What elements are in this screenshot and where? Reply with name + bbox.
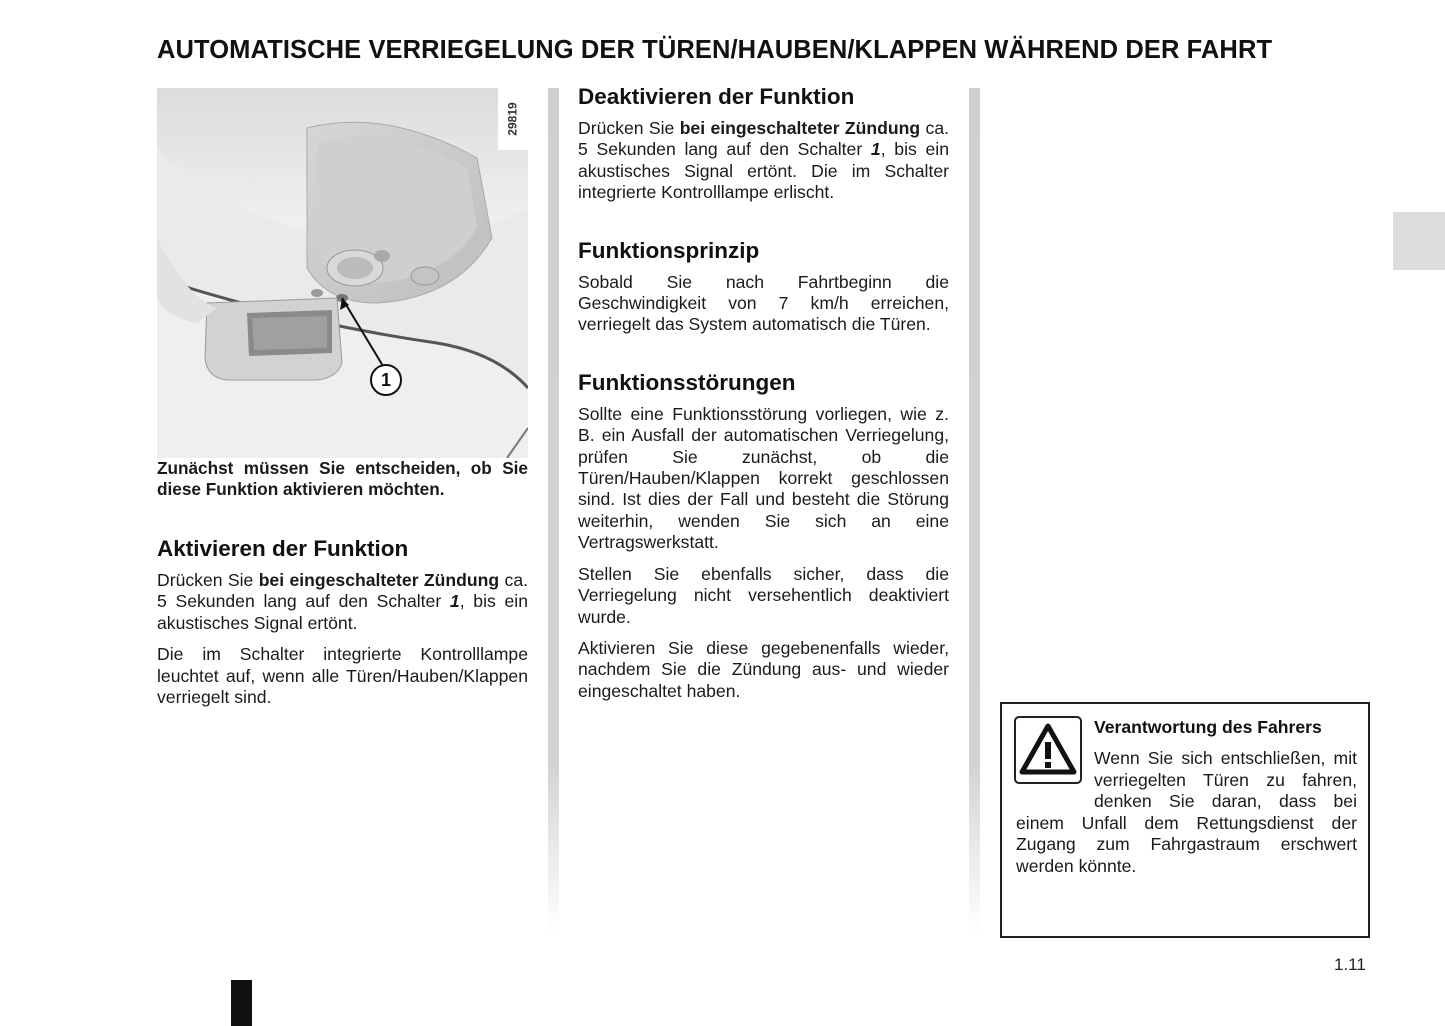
faults-paragraph-1: Sollte eine Funktionsstörung vorliegen, wie z. B. ein Ausfall der automatischen Verriegelung, prüfen Sie zunächst, ob die Türen/Hauben/Klappen korrekt geschlossen sind. Ist dies der Fall und besteht die Störung weiterhin, wenden Sie sich an eine Vertragswerkstatt. xyxy=(578,403,949,553)
warning-title: Verantwortung des Fahrers xyxy=(1094,717,1322,737)
activate-paragraph-1: Drücken Sie bei eingeschalteter Zündung ca. 5 Sekunden lang auf den Schalter 1, bis ein akustisches Signal ertönt. xyxy=(157,570,528,633)
image-reference-number: 29819 xyxy=(498,88,528,150)
middle-column xyxy=(578,84,949,712)
principle-paragraph: Sobald Sie nach Fahrtbeginn die Geschwindigkeit von 7 km/h erreichen, verriegelt das System automatisch die Türen. xyxy=(578,271,949,335)
column-divider xyxy=(548,88,559,933)
roof-console-illustration xyxy=(157,88,528,458)
callout-switch-1: 1 xyxy=(370,364,402,396)
roof-console-photo xyxy=(157,88,528,458)
intro-note: Zunächst müssen Sie entscheiden, ob Sie diese Funktion aktivieren möchten. xyxy=(157,458,528,499)
page-title: AUTOMATISCHE VERRIEGELUNG DER TÜREN/HAUBEN/KLAPPEN WÄHREND DER FAHRT xyxy=(157,36,1273,64)
heading-activate: Aktivieren der Funktion xyxy=(157,536,409,561)
column-divider xyxy=(969,88,980,933)
faults-paragraph-2: Stellen Sie ebenfalls sicher, dass die Verriegelung nicht versehentlich deaktiviert wurde. xyxy=(578,563,949,627)
print-marker-bar xyxy=(231,980,252,1026)
heading-principle: Funktionsprinzip xyxy=(578,237,760,263)
chapter-tab-marker xyxy=(1393,212,1445,270)
activate-paragraph-2: Die im Schalter integrierte Kontrolllampe leuchtet auf, wenn alle Türen/Hauben/Klappen verriegelt sind. xyxy=(157,644,528,708)
left-column xyxy=(157,88,528,718)
heading-deactivate: Deaktivieren der Funktion xyxy=(578,84,855,109)
faults-paragraph-3: Aktivieren Sie diese gegebenenfalls wieder, nachdem Sie die Zündung aus- und wieder eingeschaltet haben. xyxy=(578,637,949,701)
page-number: 1.11 xyxy=(1334,955,1366,974)
warning-box xyxy=(1000,702,1370,938)
deactivate-paragraph: Drücken Sie bei eingeschalteter Zündung ca. 5 Sekunden lang auf den Schalter 1, bis ein akustisches Signal ertönt. Die im Schalter integrierte Kontrolllampe erlischt. xyxy=(578,118,949,203)
warning-text: Wenn Sie sich entschließen, mit verriegelten Türen zu fahren, denken Sie daran, dass bei einem Unfall dem Rettungsdienst der Zugang zum Fahrgastraum erschwert werden könnte. xyxy=(1016,748,1357,876)
heading-faults: Funktionsstörungen xyxy=(578,369,796,395)
